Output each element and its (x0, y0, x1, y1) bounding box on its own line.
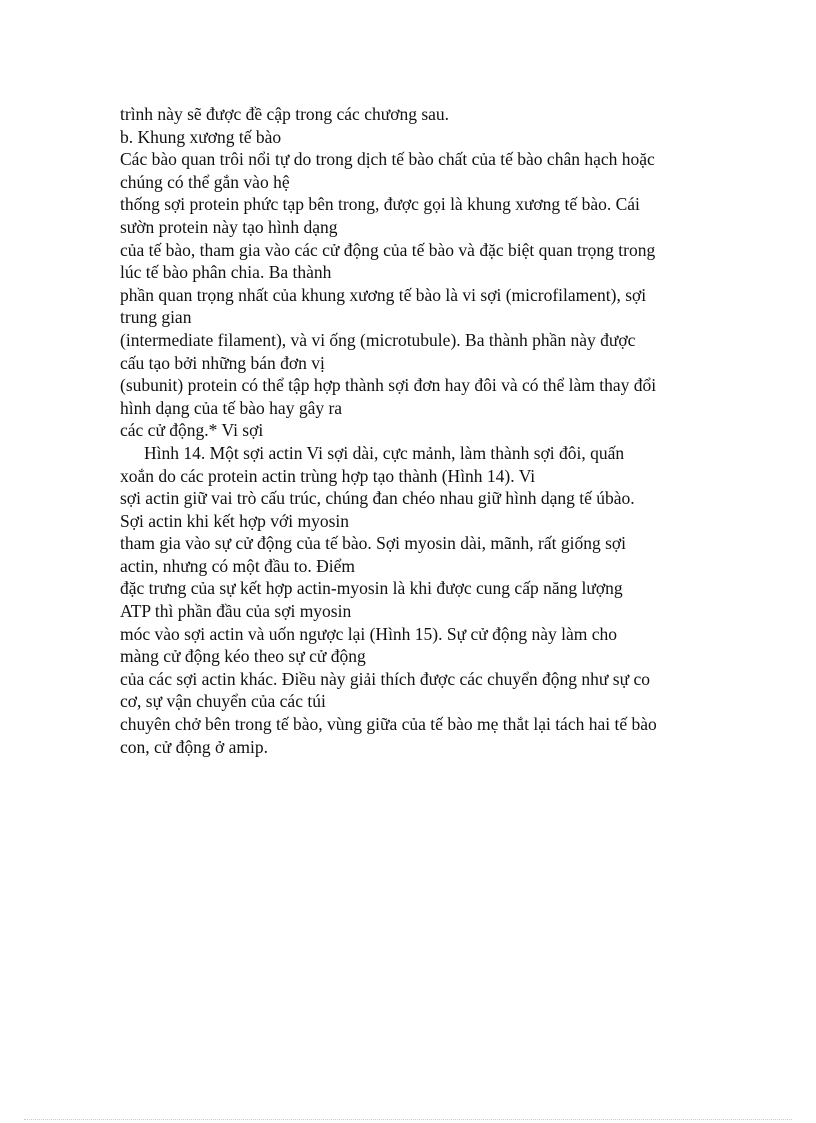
text-line: xoắn do các protein actin trùng hợp tạo thành (Hình 14). Vi (120, 465, 536, 486)
text-line: hình dạng của tế bào hay gây ra (120, 397, 343, 418)
text-line: con, cử động ở amip. (120, 736, 269, 757)
text-line: (subunit) protein có thể tập hợp thành sợi đơn hay đôi và có thể làm thay đổi (120, 375, 657, 396)
text-line: actin, nhưng có một đầu to. Điểm (120, 555, 355, 576)
text-line: phần quan trọng nhất của khung xương tế bào là vi sợi (microfilament), sợi (120, 284, 647, 305)
text-line: các cử động.* Vi sợi (120, 420, 264, 441)
text-line: màng cử động kéo theo sự cử động (120, 646, 366, 667)
text-line: sườn protein này tạo hình dạng (120, 216, 338, 237)
text-line: chuyên chở bên trong tế bào, vùng giữa của tế bào mẹ thắt lại tách hai tế bào (120, 714, 657, 735)
text-line: của các sợi actin khác. Điều này giải thích được các chuyển động như sự co (120, 668, 650, 689)
body-text (120, 103, 710, 758)
text-line: trình này sẽ được đề cập trong các chương sau. (120, 104, 450, 124)
text-line: Các bào quan trôi nổi tự do trong dịch tế bào chất của tế bào chân hạch hoặc (120, 149, 655, 170)
section-heading: b. Khung xương tế bào (120, 126, 282, 147)
text-line: lúc tế bào phân chia. Ba thành (120, 262, 332, 283)
text-line: cấu tạo bởi những bán đơn vị (120, 352, 325, 373)
text-line: sợi actin giữ vai trò cấu trúc, chúng đan chéo nhau giữ hình dạng tế úbào. (120, 488, 635, 509)
text-line: Sợi actin khi kết hợp với myosin (120, 510, 350, 531)
text-line: của tế bào, tham gia vào các cử động của tế bào và đặc biệt quan trọng trong (120, 239, 656, 260)
text-line: móc vào sợi actin và uốn ngược lại (Hình 15). Sự cử động này làm cho (120, 623, 617, 644)
page-bottom-divider (24, 1119, 792, 1120)
text-line: chúng có thể gắn vào hệ (120, 171, 290, 192)
text-line: ATP thì phần đầu của sợi myosin (120, 601, 352, 622)
text-line: thống sợi protein phức tạp bên trong, được gọi là khung xương tế bào. Cái (120, 194, 640, 215)
text-line: (intermediate filament), và vi ống (microtubule). Ba thành phần này được (120, 329, 636, 350)
text-line: trung gian (120, 307, 192, 328)
text-line: cơ, sự vận chuyển của các túi (120, 691, 326, 712)
text-line: tham gia vào sự cử động của tế bào. Sợi myosin dài, mãnh, rất giống sợi (120, 533, 627, 554)
figure-caption-line: Hình 14. Một sợi actin Vi sợi dài, cực mảnh, làm thành sợi đôi, quấn (144, 442, 625, 463)
text-line: đặc trưng của sự kết hợp actin-myosin là khi được cung cấp năng lượng (120, 578, 623, 599)
